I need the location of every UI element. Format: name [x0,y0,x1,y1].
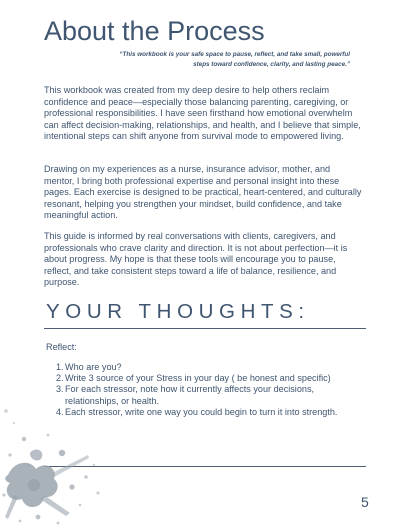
list-item-text: Write 3 source of your Stress in your day ( be honest and specific) [65,373,331,384]
section-heading: YOUR THOUGHTS: [46,300,310,323]
page-number: 5 [361,494,369,510]
reflect-label: Reflect: [46,342,77,352]
quote-line-2: steps toward confidence, clarity, and lasting peace.” [193,61,350,68]
page-title: About the Process [44,16,265,46]
list-item [56,362,366,373]
divider-top [44,328,366,329]
paragraph-guide: This guide is informed by real conversations with clients, caregivers, and professionals who crave clarity and direction. It is not about perfection—it is about progress. My hope is that these tools will encourage you to pause, reflect, and take consistent steps toward a life of balance, resilience, and purpose. [44,231,348,287]
list-item-text: Who are you? [65,362,122,372]
intro-quote [60,50,350,70]
list-item-number: 1. [56,362,64,372]
list-item-number: 2. [56,373,64,384]
list-item-text: Each stressor, write one way you could begin to turn it into strength. [65,406,338,417]
list-item-number: 3. [56,384,64,395]
list-item [56,373,366,384]
ink-splatter-icon [0,395,110,529]
paragraph-experience: Drawing on my experiences as a nurse, insurance advisor, mother, and mentor, I bring both professional expertise and personal insight into these pages. Each exercise is designed to be practical, heart-centered, and culturally resonant, helping you strengthen your mindset, build confidence, and take meaningful action. [44,164,362,220]
quote-line-1: “This workbook is your safe space to pause, reflect, and take small, powerful [119,51,350,58]
paragraph-purpose: This workbook was created from my deep desire to help others reclaim confidence and peace—especially those balancing parenting, caregiving, or professional responsibilities. I have seen firsthand how emotional overwhelm can affect decision-making, relationships, and health, and I believe that simple, intentional steps can shift anyone from survival mode to empowered living. [44,85,361,141]
list-item-text: For each stressor, note how it currently affects your decisions, relationships, or health. [65,384,315,406]
list-item-number: 4. [56,406,64,417]
